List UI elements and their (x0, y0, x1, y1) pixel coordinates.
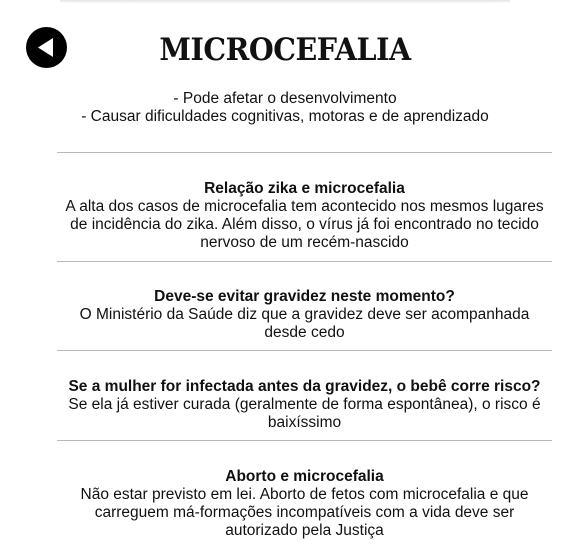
intro-line: - Pode afetar o desenvolvimento (173, 90, 397, 107)
divider (57, 440, 552, 441)
divider (57, 152, 552, 153)
divider (57, 261, 552, 262)
section-abortion (57, 468, 552, 540)
section-heading: Aborto e microcefalia (225, 468, 384, 485)
section-zika-relation (57, 180, 552, 252)
page-title: MICROCEFALIA (159, 32, 411, 68)
section-body: A alta dos casos de microcefalia tem acontecido nos mesmos lugares de incidência do zika. Além disso, o vírus já foi encontrado no tecido nervoso de um recém-nascido (65, 198, 544, 251)
section-infection-risk (57, 378, 552, 432)
section-body: O Ministério da Saúde diz que a gravidez deve ser acompanhada desde cedo (79, 306, 530, 341)
section-heading: Deve-se evitar gravidez neste momento? (154, 288, 455, 305)
divider (57, 350, 552, 351)
section-pregnancy-timing (57, 288, 552, 342)
section-heading: Relação zika e microcefalia (204, 180, 405, 197)
section-heading: Se a mulher for infectada antes da gravidez, o bebê corre risco? (68, 378, 541, 395)
top-shadow (60, 0, 510, 4)
intro-text (0, 90, 570, 126)
section-body: Se ela já estiver curada (geralmente de forma espontânea), o risco é baixíssimo (68, 396, 541, 431)
intro-line: - Causar dificuldades cognitivas, motoras e de aprendizado (81, 108, 489, 125)
section-body: Não estar previsto em lei. Aborto de fetos com microcefalia e que carreguem má-formações incompatíveis com a vida deve ser autorizado pela Justiça (80, 486, 529, 539)
